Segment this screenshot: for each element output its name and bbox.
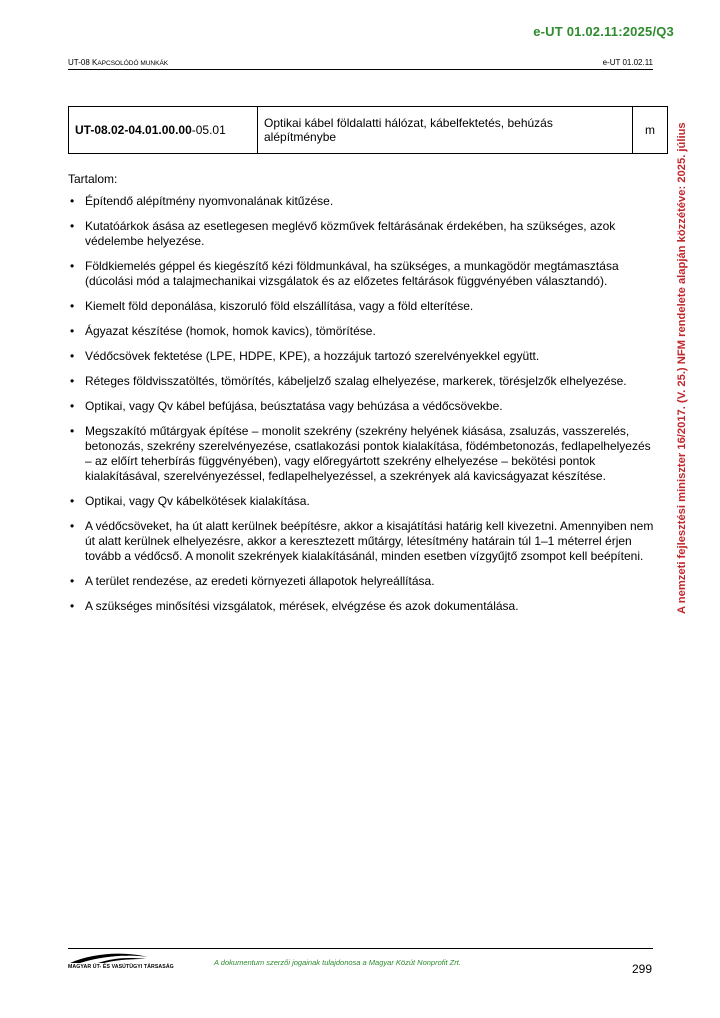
list-item: • Optikai, vagy Qv kábelkötések kialakítása. bbox=[70, 494, 310, 508]
list-item: • Réteges földvisszatöltés, tömörítés, kábeljelző szalag elhelyezése, markerek, törésjelzők elhelyezése. bbox=[70, 374, 627, 388]
bullet-icon: • bbox=[70, 324, 75, 338]
bullet-icon: • bbox=[70, 494, 75, 508]
bullet-icon: • bbox=[70, 424, 75, 438]
item-code: UT-08.02-04.01.00.00-05.01 bbox=[69, 107, 258, 154]
road-swoosh-icon bbox=[68, 951, 168, 965]
page-number: 299 bbox=[631, 962, 652, 976]
content-title: Tartalom: bbox=[68, 172, 118, 186]
bullet-icon: • bbox=[70, 599, 75, 613]
item-description: Optikai kábel földalatti hálózat, kábelfektetés, behúzás alépítménybe bbox=[258, 107, 633, 154]
content-bullet-list bbox=[68, 194, 658, 624]
bullet-icon: • bbox=[70, 219, 75, 233]
list-item: • Védőcsövek fektetése (LPE, HDPE, KPE), a hozzájuk tartozó szerelvényekkel együtt. bbox=[70, 349, 540, 363]
bullet-icon: • bbox=[70, 519, 75, 533]
list-item: • Földkiemelés géppel és kiegészítő kézi földmunkával, ha szükséges, a munkagödör megtámasztása (dúcolási mód a talajmechanikai vizsgálatok és az előzetes feltárások függvényében választandó). bbox=[70, 259, 619, 288]
logo-text: MAGYAR ÚT- ÉS VASÚTÜGYI TÁRSASÁG bbox=[68, 964, 174, 970]
list-item: • Építendő alépítmény nyomvonalának kitűzése. bbox=[70, 194, 334, 208]
list-item: • Ágyazat készítése (homok, homok kavics), tömörítése. bbox=[70, 324, 376, 338]
list-item: • A védőcsöveket, ha út alatt kerülnek beépítésre, akkor a kisajátítási határig kell kivezetni. Amennyiben nem út alatt kerülnek elhelyezésre, akkor a keresztezett műtárgy, létesítmény határain túl 1–1 méterrel érjen tovább a védőcső. A monolit szekrények kialakításánál, minden esetben vízgyűjtő zsompot kell beépíteni. bbox=[70, 519, 654, 563]
society-logo bbox=[68, 951, 174, 973]
footer-divider bbox=[68, 948, 653, 949]
publication-side-note: A nemzeti fejlesztési miniszter 16/2017. (V. 25.) NFM rendelete alapján közzétéve: 2025. július bbox=[676, 122, 688, 614]
list-item: • A szükséges minősítési vizsgálatok, mérések, elvégzése és azok dokumentálása. bbox=[70, 599, 519, 613]
bullet-icon: • bbox=[70, 574, 75, 588]
document-code: e-UT 01.02.11:2025/Q3 bbox=[533, 24, 674, 39]
copyright-note: A dokumentum szerzői jogainak tulajdonosa a Magyar Közút Nonprofit Zrt. bbox=[214, 958, 461, 967]
bullet-icon: • bbox=[70, 299, 75, 313]
item-row bbox=[69, 107, 668, 154]
list-item: • A terület rendezése, az eredeti környezeti állapotok helyreállítása. bbox=[70, 574, 435, 588]
chapter-title: UT-08 KAPCSOLÓDÓ MUNKÁK bbox=[68, 58, 169, 67]
running-header bbox=[68, 57, 653, 70]
list-item: • Kiemelt föld deponálása, kiszoruló föld elszállítása, vagy a föld elterítése. bbox=[70, 299, 474, 313]
bullet-icon: • bbox=[70, 349, 75, 363]
bullet-icon: • bbox=[70, 399, 75, 413]
list-item: • Megszakító műtárgyak építése – monolit szekrény (szekrény helyének kiásása, zsaluzás, vasszerelés, betonozás, szekrény szerelvényezése, csatlakozási pontok kialakítása, födémbetonozás, fedlapelhelyezés – az előírt teherbírás függvényében), vagy előregyártott szekrény elhelyezése – bekötési pontok kialakításával, szerelvényezéssel, fedlapelhelyezéssel, a szekrények alá kavicságyazat készítése. bbox=[70, 424, 651, 483]
list-item: • Optikai, vagy Qv kábel befújása, beúsztatása vagy behúzása a védőcsövekbe. bbox=[70, 399, 503, 413]
bullet-icon: • bbox=[70, 194, 75, 208]
list-item: • Kutatóárkok ásása az esetlegesen meglévő közművek feltárásának érdekében, ha szükséges, azok védelembe helyezése. bbox=[70, 219, 616, 248]
item-unit: m bbox=[633, 107, 668, 154]
bullet-icon: • bbox=[70, 374, 75, 388]
short-doc-code: e-UT 01.02.11 bbox=[602, 58, 653, 67]
bullet-icon: • bbox=[70, 259, 75, 273]
item-table bbox=[68, 106, 668, 154]
